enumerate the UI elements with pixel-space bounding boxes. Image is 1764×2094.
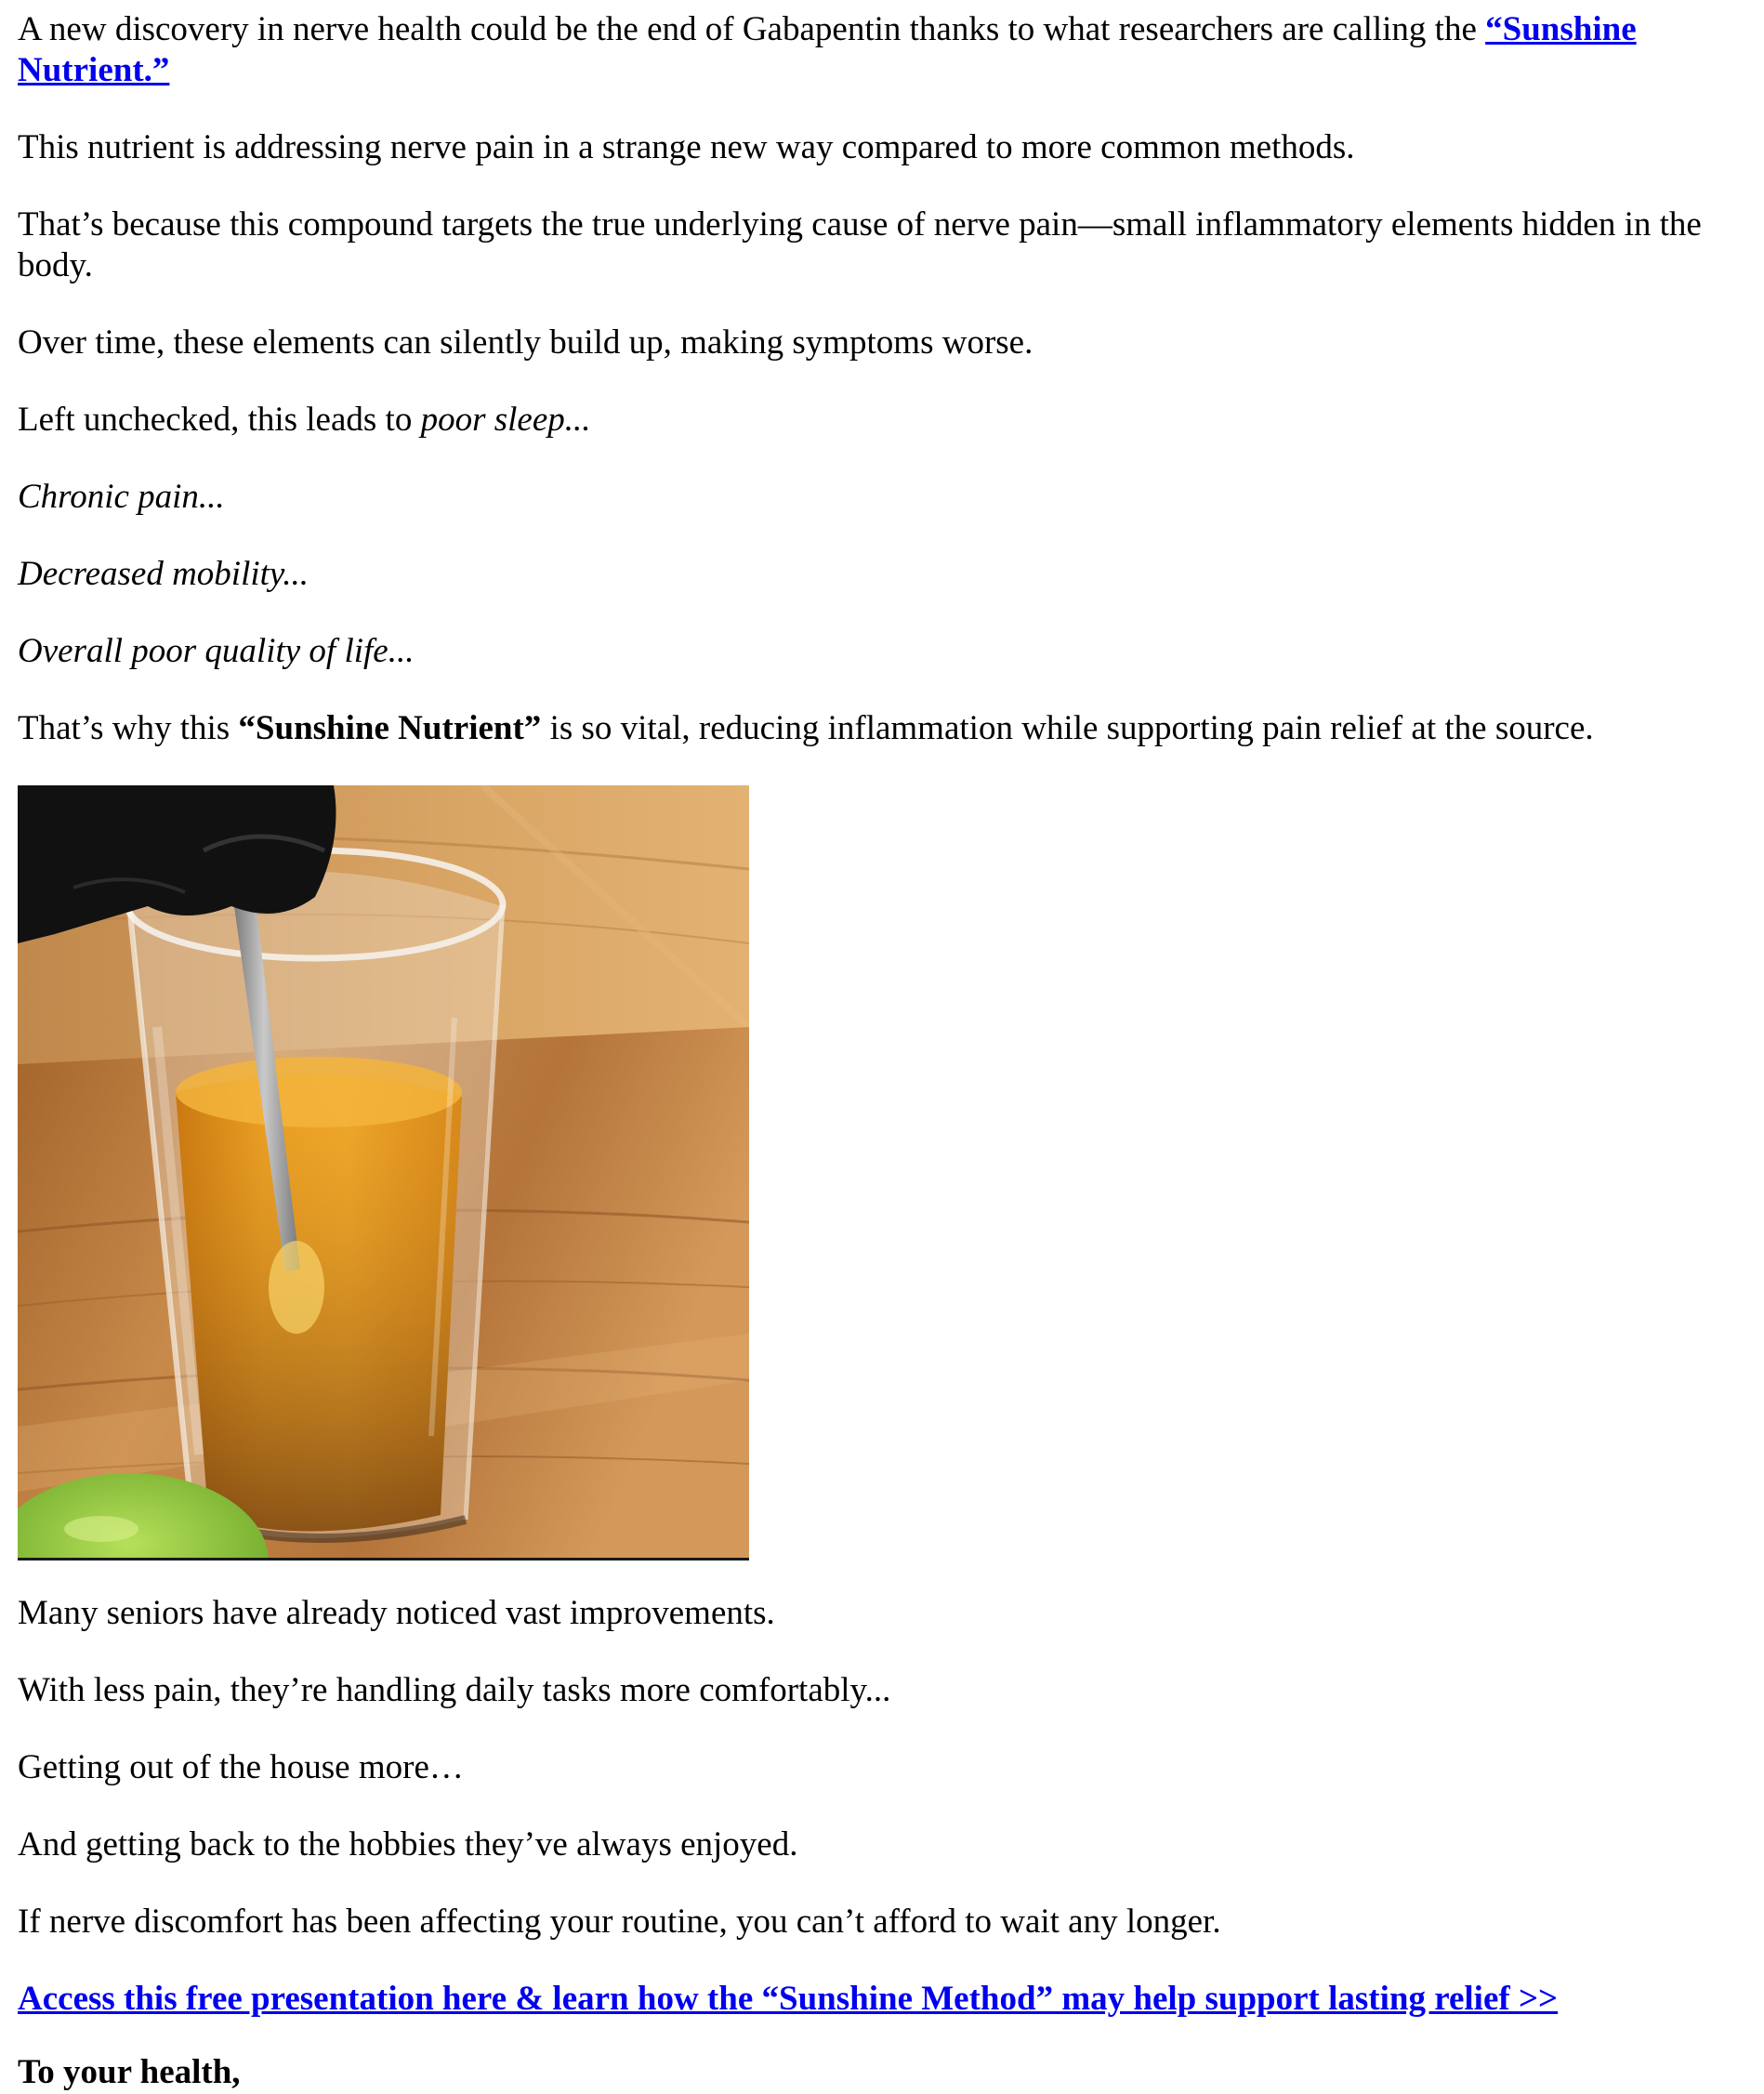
paragraph-build-up: Over time, these elements can silently build up, making symptoms worse. <box>18 323 1033 362</box>
paragraph-wait: If nerve discomfort has been affecting your routine, you can’t afford to wait any longer. <box>18 1903 1221 1941</box>
vital-suffix: is so vital, reducing inflammation while supporting pain relief at the source. <box>541 709 1594 747</box>
presentation-link[interactable]: Access this free presentation here & learn how the “Sunshine Method” may help support lasting relief >> <box>18 1980 1559 2018</box>
drink-photo-illustration <box>18 785 749 1558</box>
poor-sleep-italic: poor sleep... <box>420 401 591 439</box>
cta-paragraph <box>18 1979 1746 2020</box>
paragraph-underlying-cause: That’s because this compound targets the true underlying cause of nerve pain—small inflammatory elements hidden in the body. <box>18 205 1702 284</box>
drink-photo[interactable] <box>18 785 749 1561</box>
sunshine-nutrient-link[interactable]: “Sunshine Nutrient.” <box>18 10 1637 89</box>
paragraph-improvements: Many seniors have already noticed vast improvements. <box>18 1594 775 1632</box>
vital-prefix: That’s why this <box>18 709 239 747</box>
paragraph-nutrient-method: This nutrient is addressing nerve pain in a strange new way compared to more common methods. <box>18 128 1355 166</box>
paragraph-daily-tasks: With less pain, they’re handling daily tasks more comfortably... <box>18 1671 891 1709</box>
paragraph-decreased-mobility <box>18 554 1746 595</box>
vital-bold: “Sunshine Nutrient” <box>238 709 542 747</box>
quality-of-life-italic: Overall poor quality of life... <box>18 632 415 670</box>
intro-paragraph <box>18 9 1746 91</box>
paragraph-chronic-pain <box>18 477 1746 518</box>
paragraph-vital <box>18 708 1746 749</box>
paragraph-out-of-house: Getting out of the house more… <box>18 1748 464 1786</box>
paragraph-poor-sleep <box>18 400 1746 441</box>
intro-text: A new discovery in nerve health could be the end of Gabapentin thanks to what researchers are calling the <box>18 10 1486 48</box>
paragraph-quality-of-life <box>18 631 1746 672</box>
paragraph-hobbies: And getting back to the hobbies they’ve always enjoyed. <box>18 1825 798 1864</box>
chronic-pain-italic: Chronic pain... <box>18 478 225 516</box>
poor-sleep-prefix: Left unchecked, this leads to <box>18 401 421 439</box>
signoff: To your health, <box>18 2053 241 2091</box>
decreased-mobility-italic: Decreased mobility... <box>18 555 309 593</box>
